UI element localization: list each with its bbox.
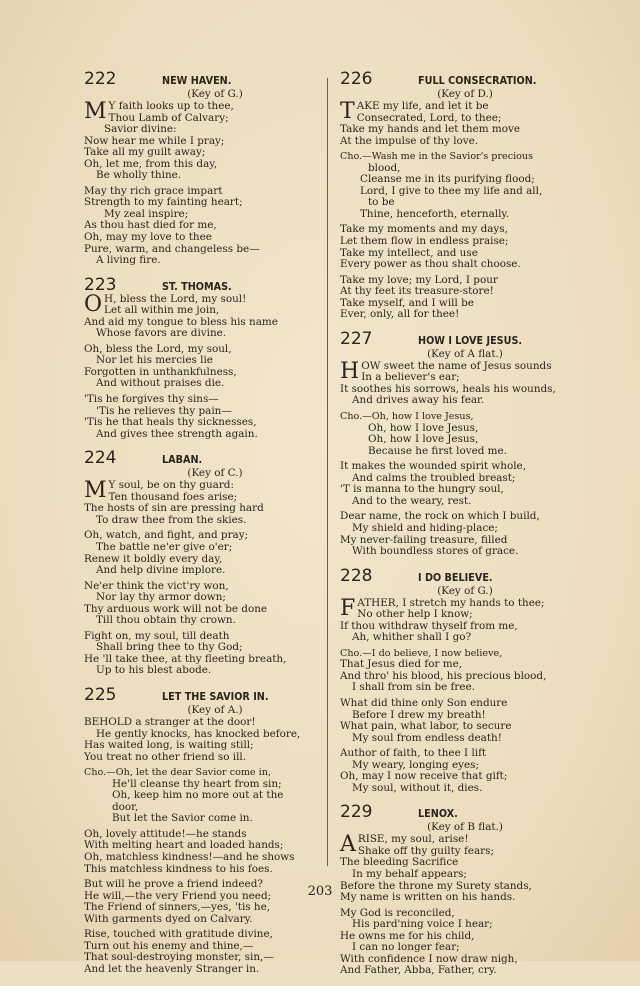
hymn-header	[340, 567, 590, 585]
verse-line: Rise, touched with gratitude divine,	[84, 928, 273, 941]
verse-line: Has waited long, is waiting still;	[84, 739, 254, 752]
verse-line: He will,—the very Friend you need;	[84, 889, 272, 902]
verse-line: With melting heart and loaded hands;	[84, 839, 284, 852]
stanza	[340, 648, 590, 694]
verse-line: 'Tis he forgives thy sins—	[84, 393, 219, 406]
verse-line: Forgotten in unthankfulness,	[84, 365, 237, 378]
verse-line: Oh, how I love Jesus,	[368, 433, 479, 446]
stanza	[84, 581, 346, 627]
hymn-header	[84, 449, 346, 467]
verse-line: My never-failing treasure, filled	[340, 533, 508, 546]
hymn-header	[340, 70, 590, 88]
stanza	[84, 530, 346, 576]
verse-line: Thine, henceforth, eternally.	[360, 207, 510, 220]
verse-line: No other help I know;	[357, 608, 473, 621]
verse-line: Oh, lovely attitude!—he stands	[84, 827, 247, 840]
hymn-222	[84, 70, 346, 267]
hymn-title: LENOX.	[418, 808, 458, 821]
verse-line: My weary, longing eyes;	[352, 758, 480, 771]
verse-line: Cleanse me in its purifying flood;	[360, 173, 535, 186]
verse-line: It soothes his sorrows, heals his wounds,	[340, 382, 556, 395]
hymn-header	[84, 686, 346, 704]
verse-line: 'Tis he that heals thy sicknesses,	[84, 416, 257, 429]
hymn-key: (Key of G.)	[437, 584, 493, 597]
verse-line: My God is reconciled,	[340, 906, 455, 919]
verse-line: But will he prove a friend indeed?	[84, 878, 263, 891]
verse-line: The battle ne'er give o'er;	[96, 540, 233, 553]
hymn-title: I DO BELIEVE.	[418, 571, 493, 584]
drop-cap: M	[84, 99, 107, 124]
verse-line: Oh, may I now receive that gift;	[340, 770, 508, 783]
verse-line: Take my intellect, and use	[340, 246, 478, 259]
verse-line: In a believer's ear;	[361, 371, 460, 384]
verse-line: door,	[112, 800, 139, 813]
page-number: 203	[307, 884, 333, 899]
verse-line: That Jesus died for me,	[340, 658, 463, 671]
verse-line: And to the weary, rest.	[352, 494, 472, 507]
hymn-header	[84, 70, 346, 88]
verse-line: Shake off thy guilty fears;	[357, 844, 494, 857]
verse-line: Pure, warm, and changeless be—	[84, 242, 260, 255]
verse-line: 'Tis he relieves thy pain—	[96, 404, 232, 417]
hymn-223	[84, 276, 346, 441]
drop-cap: M	[84, 478, 107, 504]
verse-line: Renew it boldly every day,	[84, 552, 223, 565]
verse-line: At thy feet its treasure-store!	[340, 285, 494, 298]
verse-line: Lord, I give to thee my life and all,	[360, 184, 543, 197]
verse-line: This matchless kindness to his foes.	[84, 862, 273, 875]
hymn-number: 224	[84, 448, 117, 469]
hymn-number: 227	[340, 328, 373, 349]
drop-cap: H	[340, 358, 360, 384]
stanza	[340, 595, 590, 644]
verse-line: Nor let his mercies lie	[96, 354, 213, 367]
verse-line: My zeal inspire;	[104, 207, 189, 220]
left-column	[84, 70, 346, 984]
hymn-title: LET THE SAVIOR IN.	[162, 690, 269, 703]
verse-line: What pain, what labor, to secure	[340, 720, 512, 733]
drop-cap: F	[340, 595, 356, 621]
hymn-225	[84, 686, 346, 975]
verse-line: Every power as thou shalt choose.	[340, 258, 521, 271]
verse-line: AKE my life, and let it be	[356, 100, 489, 112]
verse-line: A living fire.	[96, 254, 161, 267]
stanza	[84, 344, 346, 390]
drop-cap: T	[340, 99, 355, 124]
stanza	[84, 767, 346, 825]
verse-line: Oh, watch, and fight, and pray;	[84, 529, 249, 542]
verse-line: And without praises die.	[96, 377, 225, 390]
stanza	[340, 698, 590, 744]
verse-line: Fight on, my soul, till death	[84, 629, 230, 642]
verse-line: Up to his blest abode.	[96, 664, 212, 677]
stanza	[84, 631, 346, 677]
hymn-title: FULL CONSECRATION.	[418, 75, 537, 87]
verse-line: RISE, my soul, arise!	[357, 833, 469, 846]
verse-line: H, bless the Lord, my soul!	[104, 292, 247, 305]
verse-line: Author of faith, to thee I lift	[340, 747, 487, 760]
verse-line: Y soul, be on thy guard:	[108, 479, 234, 492]
verse-line: Take myself, and I will be	[340, 296, 474, 309]
stanza	[84, 717, 346, 763]
hymn-228	[340, 567, 590, 795]
verse-line: Savior divine:	[104, 123, 177, 136]
verse-line: 'T is manna to the hungry soul,	[340, 483, 504, 496]
verse-line: Thy arduous work will not be done	[84, 602, 268, 615]
verse-line: to be	[368, 196, 395, 209]
hymn-number: 223	[84, 274, 117, 295]
verse-line: Cho.—Wash me in the Savior's precious	[340, 151, 534, 163]
verse-line: The hosts of sin are pressing hard	[84, 502, 264, 515]
verse-line: blood,	[368, 161, 401, 174]
verse-line: And drives away his fear.	[352, 394, 485, 407]
hymn-title: ST. THOMAS.	[162, 280, 232, 293]
stanza	[84, 480, 346, 526]
verse-line: He owns me for his child,	[340, 929, 475, 942]
verse-line: But let the Savior come in.	[112, 812, 253, 825]
stanza	[84, 829, 346, 875]
verse-line: Oh, let me, from this day,	[84, 157, 218, 170]
verse-line: Y faith looks up to thee,	[108, 100, 234, 112]
drop-cap: O	[84, 291, 103, 317]
verse-line: Shall bring thee to thy God;	[96, 641, 243, 654]
verse-line: Turn out his enemy and thine,—	[84, 939, 254, 952]
verse-line: My shield and hiding-place;	[352, 521, 498, 534]
verse-line: If thou withdraw thyself from me,	[340, 619, 518, 632]
verse-line: He'll cleanse thy heart from sin;	[112, 777, 282, 790]
verse-line: In my behalf appears;	[352, 867, 467, 880]
verse-line: To draw thee from the skies.	[96, 513, 247, 526]
stanza	[340, 411, 590, 457]
verse-line: Nor lay thy armor down;	[96, 591, 226, 604]
stanza	[84, 394, 346, 440]
verse-line: Be wholly thine.	[96, 169, 182, 182]
hymn-key: (Key of A flat.)	[427, 347, 503, 360]
hymn-227	[340, 330, 590, 558]
verse-line: With garments dyed on Calvary.	[84, 912, 253, 925]
hymn-key: (Key of D.)	[437, 88, 493, 100]
stanza	[340, 461, 590, 507]
hymn-header	[84, 276, 346, 294]
hymn-title: HOW I LOVE JESUS.	[418, 334, 523, 347]
verse-line: My soul, without it, dies.	[352, 781, 483, 794]
verse-line: Cho.—I do believe, I now believe,	[340, 647, 503, 659]
verse-line: Take my moments and my days,	[340, 223, 508, 236]
drop-cap: A	[340, 832, 356, 858]
hymn-number: 228	[340, 565, 373, 586]
verse-line: Because he first loved me.	[368, 444, 507, 457]
hymn-key: (Key of B flat.)	[427, 821, 503, 834]
verse-line: With confidence I now draw nigh,	[340, 952, 518, 965]
verse-line: Oh, bless the Lord, my soul,	[84, 342, 232, 355]
verse-line: Strength to my fainting heart;	[84, 196, 243, 209]
verse-line: Ne'er think the vict'ry won,	[84, 579, 229, 592]
verse-line: May thy rich grace impart	[84, 184, 223, 197]
verse-line: His pard'ning voice I hear;	[352, 918, 493, 931]
stanza	[340, 908, 590, 977]
verse-line: Ten thousand foes arise;	[108, 490, 238, 503]
verse-line: And let the heavenly Stranger in.	[84, 962, 260, 975]
verse-line: I shall from sin be free.	[352, 681, 475, 694]
verse-line: Whose favors are divine.	[96, 327, 227, 340]
verse-line: The bleeding Sacrifice	[340, 856, 459, 869]
verse-line: Before the throne my Surety stands,	[340, 879, 532, 892]
stanza	[84, 929, 346, 975]
verse-line: You treat no other friend so ill.	[84, 750, 247, 763]
hymn-header	[340, 330, 590, 348]
hymn-number: 229	[340, 802, 373, 823]
hymn-224	[84, 449, 346, 677]
verse-line: OW sweet the name of Jesus sounds	[361, 359, 552, 372]
verse-line: Take my love; my Lord, I pour	[340, 273, 498, 286]
hymn-key: (Key of G.)	[187, 88, 243, 100]
verse-line: Ever, only, all for thee!	[340, 308, 460, 321]
hymn-title: NEW HAVEN.	[162, 75, 232, 87]
hymn-number: 225	[84, 684, 117, 705]
verse-line: Consecrated, Lord, to thee;	[356, 111, 502, 124]
column-divider	[327, 78, 328, 866]
verse-line: Dear name, the rock on which I build,	[340, 510, 540, 523]
verse-line: He gently knocks, has knocked before,	[96, 727, 301, 740]
verse-line: That soul-destroying monster, sin,—	[84, 951, 274, 964]
stanza	[340, 275, 590, 321]
verse-line: Oh, matchless kindness!—and he shows	[84, 850, 295, 863]
hymn-226	[340, 70, 590, 321]
verse-line: Let them flow in endless praise;	[340, 235, 509, 248]
verse-line: At the impulse of thy love.	[340, 134, 479, 147]
stanza	[84, 101, 346, 182]
verse-line: And gives thee strength again.	[96, 427, 258, 440]
verse-line: Now hear me while I pray;	[84, 134, 225, 147]
hymn-header	[340, 803, 590, 821]
verse-line: BEHOLD a stranger at the door!	[84, 715, 256, 728]
verse-line: ATHER, I stretch my hands to thee;	[357, 596, 545, 609]
verse-line: Let all within me join,	[104, 304, 220, 317]
stanza	[340, 224, 590, 270]
verse-line: Oh, keep him no more out at the	[112, 789, 284, 802]
stanza	[84, 291, 346, 340]
verse-line: Oh, may my love to thee	[84, 231, 212, 244]
verse-line: And aid my tongue to bless his name	[84, 315, 278, 328]
verse-line: And calms the troubled breast;	[352, 471, 516, 484]
verse-line: Till thou obtain thy crown.	[96, 614, 236, 627]
stanza	[340, 511, 590, 557]
verse-line: He 'll take thee, at thy fleeting breath,	[84, 652, 287, 665]
hymn-key: (Key of A.)	[187, 703, 243, 716]
stanza	[340, 151, 590, 220]
verse-line: And help divine implore.	[96, 564, 226, 577]
verse-line: Cho.—Oh, let the dear Savior come in,	[84, 767, 271, 779]
verse-line: Take all my guilt away;	[84, 146, 206, 159]
verse-line: And thro' his blood, his precious blood,	[340, 669, 547, 682]
stanza	[340, 101, 590, 147]
stanza	[340, 358, 590, 407]
verse-line: As thou hast died for me,	[84, 219, 217, 232]
verse-line: What did thine only Son endure	[340, 696, 508, 709]
verse-line: Cho.—Oh, how I love Jesus,	[340, 411, 474, 423]
verse-line: And Father, Abba, Father, cry.	[340, 964, 497, 977]
verse-line: Ah, whither shall I go?	[352, 631, 472, 644]
hymn-title: LABAN.	[162, 454, 203, 467]
verse-line: My soul from endless death!	[352, 731, 502, 744]
verse-line: Oh, how I love Jesus,	[368, 421, 479, 434]
right-column	[340, 70, 590, 986]
verse-line: Thou Lamb of Calvary;	[108, 111, 229, 124]
hymn-key: (Key of C.)	[187, 467, 243, 480]
stanza	[340, 748, 590, 794]
verse-line: I can no longer fear;	[352, 941, 460, 954]
stanza	[84, 186, 346, 267]
verse-line: The Friend of sinners,—yes, 'tis he,	[84, 901, 271, 914]
verse-line: It makes the wounded spirit whole,	[340, 460, 527, 473]
verse-line: Before I drew my breath!	[352, 708, 486, 721]
verse-line: My name is written on his hands.	[340, 891, 516, 904]
verse-line: With boundless stores of grace.	[352, 545, 519, 558]
hymn-number: 226	[340, 69, 373, 89]
hymn-number: 222	[84, 69, 117, 89]
verse-line: Take my hands and let them move	[340, 123, 521, 136]
